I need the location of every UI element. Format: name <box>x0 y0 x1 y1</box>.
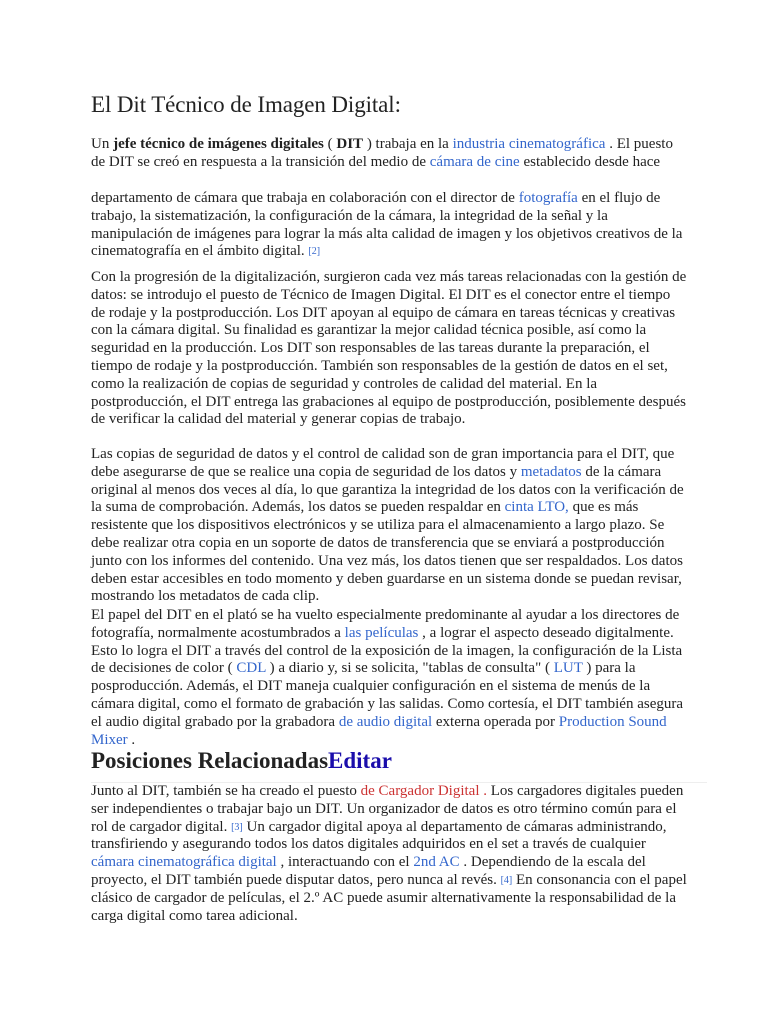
text-span: establecido desde hace <box>519 153 661 170</box>
citation-2[interactable]: [2] <box>308 246 321 258</box>
link-cargador-digital[interactable]: de Cargador Digital . <box>360 783 487 799</box>
link-cdl[interactable]: CDL <box>236 660 266 677</box>
citation-3[interactable]: [3] <box>231 821 243 833</box>
paragraph-copias <box>91 446 687 606</box>
link-industria-cinematografica[interactable]: industria cinematográfica <box>452 136 606 152</box>
paragraph-papel-dit <box>91 607 687 749</box>
link-2nd-ac[interactable]: 2nd AC <box>413 854 460 871</box>
link-lut[interactable]: LUT <box>553 660 583 677</box>
bold-acronym: DIT <box>336 136 364 152</box>
link-camara-cinematografica-digital[interactable]: cámara cinematográfica digital <box>91 854 277 871</box>
text-span: Los cargadores digitales pueden ser independientes o trabajar bajo un DIT. Un organizador de datos es otro término común para el rol de cargador digital. <box>91 783 684 835</box>
page-title: El Dit Técnico de Imagen Digital: <box>91 92 401 117</box>
edit-section-link[interactable]: Editar <box>328 748 392 773</box>
text-span: ) para la posproducción. Además, el DIT maneja cualquier configuración en el sistema de menús de la cámara digital, como el formato de grabación y las salidas. Como cortesía, el DIT también asegura el audio digital grabado por la grabadora <box>91 660 684 730</box>
text-span: de DIT se creó en respuesta a la transición del medio de <box>91 153 430 170</box>
text-span: que es más resistente que los dispositivos electrónicos y se utiliza para el almacenamiento a largo plazo. Se debe realizar otra copia en un soporte de datos de transferencia que se enviará a postproducción junto con los informes del contenido. Una vez más, los datos tienen que ser respaldados. Los datos deben estar accesibles en todo momento y deben guardarse en un sistema donde se puedan revisar, mostrando los metadatos de cada clip. <box>91 499 683 605</box>
section-heading-text: Posiciones Relacionadas <box>91 748 329 773</box>
link-camara-de-cine[interactable]: cámara de cine <box>429 153 520 170</box>
citation-4[interactable]: [4] <box>500 874 513 886</box>
text-span: . El puesto <box>605 136 673 152</box>
link-metadatos[interactable]: metadatos <box>520 463 582 480</box>
link-audio-digital[interactable]: de audio digital <box>338 713 433 730</box>
text-span: . Dependiendo de la escala del proyecto, el DIT también puede disputar datos, pero nunca al revés. <box>91 854 646 888</box>
paragraph-cargador <box>91 783 687 925</box>
link-cinta-lto[interactable]: cinta LTO, <box>504 499 569 516</box>
link-las-peliculas[interactable]: las películas <box>344 624 419 641</box>
text-span: ) a diario y, si se solicita, "tablas de consulta" ( <box>265 660 554 677</box>
text-span: El papel del DIT en el plató se ha vuelto especialmente predominante al ayudar a los directores de fotografía, normalmente acostumbrados a <box>91 607 680 641</box>
text-span: En consonancia con el papel clásico de cargador de películas, el 2.º AC puede asumir alternativamente la responsabilidad de la carga digital como tarea adicional. <box>91 871 687 924</box>
text-span: Las copias de seguridad de datos y el control de calidad son de gran importancia para el DIT, que debe asegurarse de que se realice una copia de seguridad de los datos y <box>91 446 675 480</box>
bold-term: jefe técnico de imágenes digitales <box>113 136 324 152</box>
paragraph-progresion: Con la progresión de la digitalización, surgieron cada vez más tareas relacionadas con la gestión de datos: se introdujo el puesto de Técnico de Imagen Digital. El DIT es el conector entre el tiempo de rodaje y la postproducción. Los DIT apoyan al equipo de cámara en tareas técnicas y creativas con la cámara digital. Su finalidad es garantizar la mejor calidad técnica posible, así como la seguridad en la producción. Los DIT son responsables de las tareas durante la preparación, el tiempo de rodaje y la postproducción. También son responsables de la gestión de datos en el set, como la realización de copias de seguridad y controles de calidad del material. En la postproducción, el DIT entrega las grabaciones al equipo de postproducción, posiblemente después de verificar la calidad del material y generar copias de trabajo. <box>91 269 687 428</box>
paragraph-intro <box>91 136 687 172</box>
text-span: de la cámara original al menos dos veces al día, lo que garantiza la integridad de los datos con la verificación de la suma de comprobación. Además, los datos se pueden respaldar en <box>91 463 684 516</box>
text-span: , interactuando con el <box>276 854 414 871</box>
text-span: . <box>127 731 136 748</box>
paragraph-departamento <box>91 190 687 261</box>
link-production-sound-mixer[interactable]: Production Sound Mixer <box>91 713 667 748</box>
text-span: Junto al DIT, también se ha creado el puesto <box>91 783 361 799</box>
text-span: Un cargador digital apoya al departamento de cámaras administrando, transfiriendo y asegurando todos los datos digitales adquiridos en el set a través de cualquier <box>91 818 667 853</box>
text-span: ( <box>323 136 337 152</box>
text-span: , a lograr el aspecto deseado digitalmente. Esto lo logra el DIT a través del control de la exposición de la imagen, la configuración de la Lista de decisiones de color ( <box>91 624 683 677</box>
text-span: ) trabaja en la <box>363 136 453 152</box>
text-span: externa operada por <box>432 713 559 730</box>
text-span: departamento de cámara que trabaja en colaboración con el director de <box>91 190 519 206</box>
text-span: en el flujo de trabajo, la sistematización, la configuración de la cámara, la integridad de la señal y la manipulación de imágenes para lograr la más alta calidad de imagen y los objetivos creativos de la cinematografía en el ámbito digital. <box>91 190 683 260</box>
text-span: Un <box>91 136 114 152</box>
link-fotografia[interactable]: fotografía <box>518 190 578 206</box>
section-heading <box>91 748 392 774</box>
